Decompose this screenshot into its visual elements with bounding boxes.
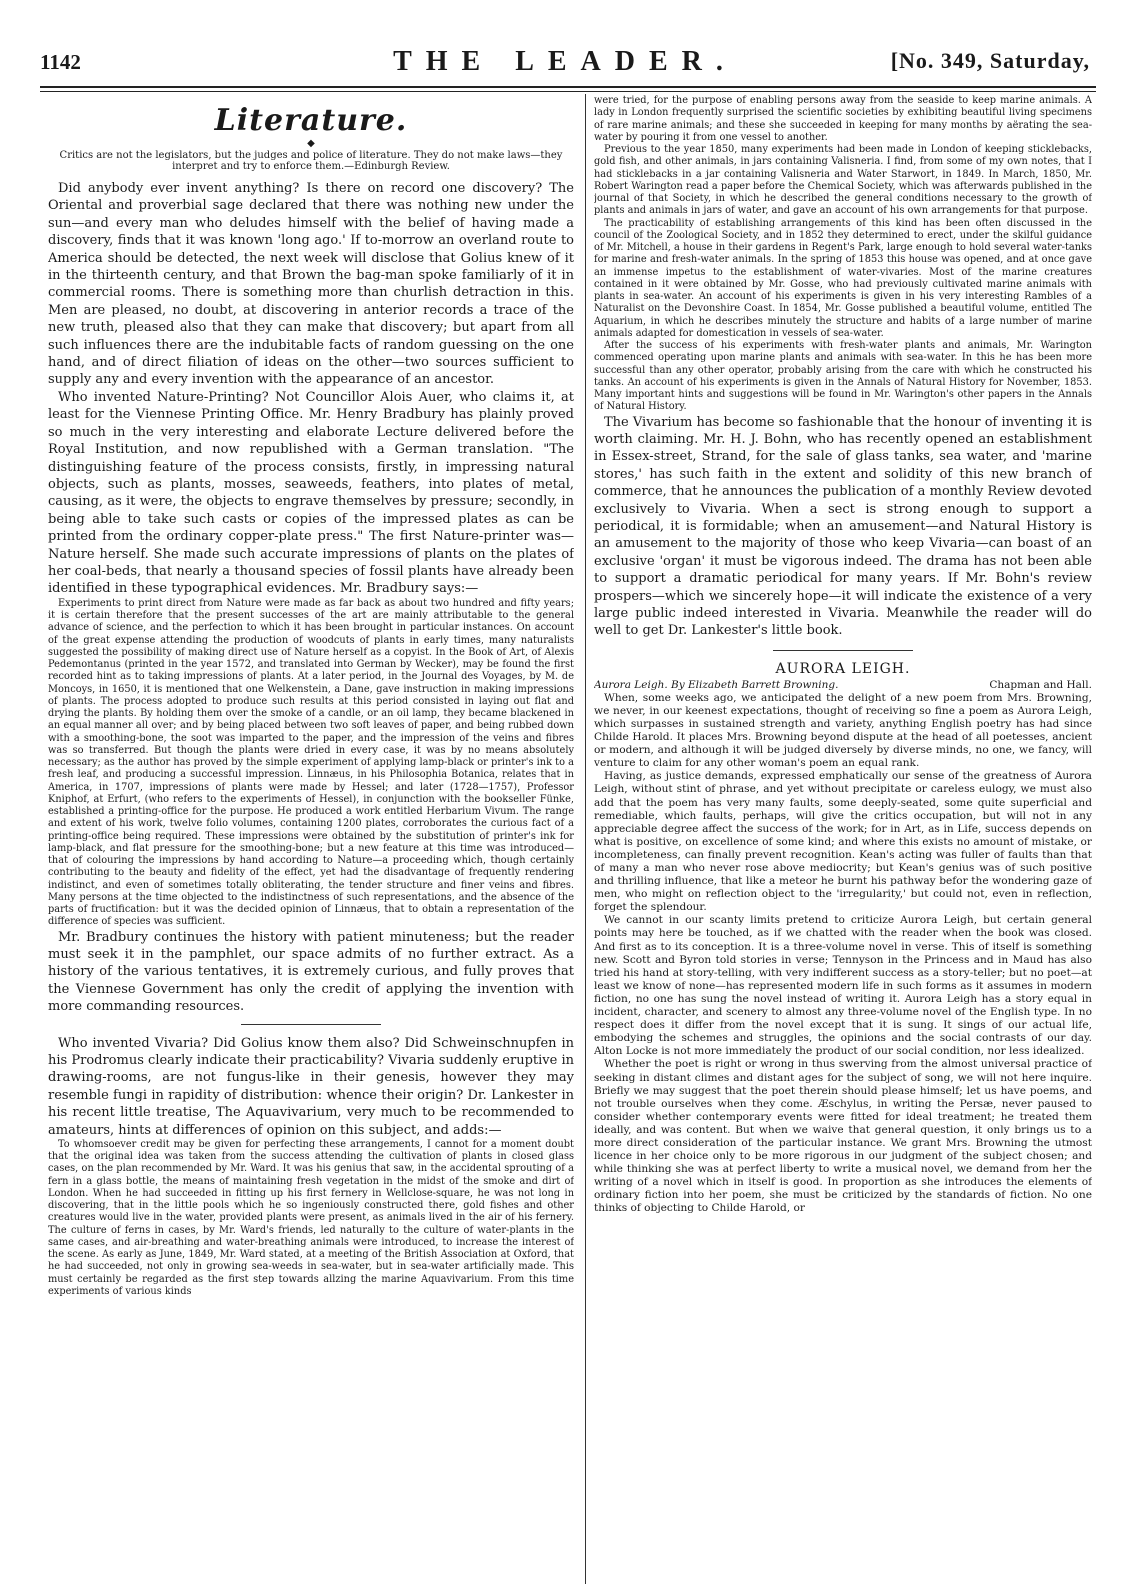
issue-info: [No. 349, Saturday, [890, 48, 1090, 73]
review-citation [594, 679, 1092, 692]
paragraph: Having, as justice demands, expressed emphatically our sense of the greatness of Aurora Leigh, without stint of phrase, and yet without precipitate or careless eulogy, we must also add that the poem has very many faults, some deeply-seated, some quite superficial and remediable, which faults, perhaps, will give the critics occupation, but will not in any appreciable degree affect the success of the work; for in Art, as in Life, success depends on what is positive, on excellence of some kind; and where this exists no amount of mistake, or incompleteness, can finally prevent recognition. Kean's acting was fuller of faults than that of many a man who never rose above mediocrity; but Kean's genius was of such positive and thrilling influence, that like a meteor he burnt his pathway befor the wondering gaze of men, who might on reflection object to the 'irregularity,' but could not, even in reflection, forget the splendour. [594, 770, 1092, 914]
block-quote: After the success of his experiments with fresh-water plants and animals, Mr. Warington commenced operating upon marine plants and animals with sea-water. In this he has been more successful than any other operator, probably arising from the care with which he constructed his tanks. An account of his experiments is given in the Annals of Natural History for November, 1853. Many important hints and suggestions will be found in Mr. Warington's other papers in the Annals of Natural History. [594, 340, 1092, 413]
paragraph: Did anybody ever invent anything? Is there on record one discovery? The Oriental and proverbial sage declared that there was nothing new under the sun—and every man who deludes himself with the belief of having made a discovery, finds that it was known 'long ago.' If to-morrow an overland route to America should be detected, the next week will disclose that Golius knew of it in the thirteenth century, and that Brown the bag-man spoke familiarly of it in commercial rooms. There is something more than churlish detraction in this. Men are pleased, no doubt, at discovering in anterior records a trace of the new truth, pleased also that they can make that discovery; but apart from all such influences there are the indubitable facts of random guessing on the one hand, and of direct filiation of ideas on the other—two sources sufficient to supply any and every invention with the appearance of an ancestor. [48, 181, 574, 388]
section-motto: Critics are not the legislators, but the judges and police of literature. They do not make laws—they interpret and try to enforce them.—Edinburgh Review. [59, 150, 563, 172]
masthead [40, 44, 1090, 78]
block-quote: Previous to the year 1850, many experiments had been made in London of keeping sticklebacks, gold fish, and other animals, in jars containing Valisneria. I find, from some of my own notes, that I had sticklebacks in a jar containing Valisneria and Water Starwort, in 1849. In March, 1850, Mr. Robert Warington read a paper before the Chemical Society, which was afterwards published in the journal of that Society, in which he described the general conditions necessary to the growth of plants and animals in jars of water, and gave an account of his own arrangements for that purpose. [594, 144, 1092, 217]
ornament-icon: ◆ [307, 138, 315, 149]
column-divider [585, 94, 586, 1584]
right-column [594, 95, 1092, 1590]
paragraph: Who invented Vivaria? Did Golius know them also? Did Schweinschnupfen in his Prodromus clearly indicate their practicability? Vivaria suddenly eruptive in drawing-rooms, are not fungus-like in their genesis, however they may resemble fungi in rapidity of distribution: whence their origin? Dr. Lankester in his recent little treatise, The Aquavivarium, very much to be recommended to amateurs, hints at differences of opinion on this subject, and adds:— [48, 1035, 574, 1138]
paragraph: Whether the poet is right or wrong in thus swerving from the almost universal practice of seeking in distant climes and distant ages for the subject of song, we will not here inquire. Briefly we may suggest that the poet therein should please himself; let us have poems, and not trouble ourselves when they come. Æschylus, in writing the Persæ, never paused to consider whether contemporary events were fitted for ideal treatment; he treated them ideally, and was content. But when we waive that general question, it only brings us to a more direct consideration of the particular instance. We grant Mrs. Browning the utmost licence in her choice only to be more rigorous in our judgment of the subject chosen; and while thinking she was at perfect liberty to write a musical novel, we demand from her the writing of a novel which in itself is good. In proportion as she introduces the elements of ordinary fiction into her poem, she must be criticized by the standards of fiction. No one thinks of objecting to Childe Harold, or [594, 1058, 1092, 1215]
citation-publisher: Chapman and Hall. [989, 678, 1092, 691]
separator-rule [241, 1024, 381, 1025]
block-quote: were tried, for the purpose of enabling persons away from the seaside to keep marine animals. A lady in London frequently surprised the scientific societies by exhibiting beautiful living specimens of rare marine animals; and these she succeeded in keeping for many months by aërating the sea-water by pouring it from one vessel to another. [594, 95, 1092, 143]
masthead-rule [40, 86, 1096, 88]
block-quote: To whomsoever credit may be given for perfecting these arrangements, I cannot for a moment doubt that the original idea was taken from the success attending the cultivation of plants in closed glass cases, on the plan recommended by Mr. Ward. It was his genius that saw, in the accidental sprouting of a fern in a glass bottle, the means of maintaining fresh vegetation in the midst of the smoke and dirt of London. When he had succeeded in fitting up his first fernery in Wellclose-square, he was not long in discovering, that in the little pools which he so ingeniously constructed there, gold fishes and other creatures would live in the water, provided plants were present, as animals lived in the air of his fernery. The culture of ferns in cases, by Mr. Ward's friends, led naturally to the culture of water-plants in the same cases, and air-breathing and water-breathing animals were introduced, to increase the interest of the scene. As early as June, 1849, Mr. Ward stated, at a meeting of the British Association at Oxford, that he had succeeded, not only in growing sea-weeds in sea-water, but in sea-water artificially made. This must certainly be regarded as the first step towards allzing the marine Aquavivarium. From this time experiments of various kinds [48, 1138, 574, 1297]
section-heading: Literature. [214, 103, 408, 138]
block-quote: Experiments to print direct from Nature were made as far back as about two hundred and fifty years; it is certain therefore that the present successes of the art are mainly attributable to the general advance of science, and the perfection to which it has been brought in particular instances. On account of the great expense attending the production of woodcuts of plants in early times, many naturalists suggested the possibility of making direct use of Nature herself as a copyist. In the Book of Art, of Alexis Pedemontanus (printed in the year 1572, and translated into German by Wecker), may be found the first recorded hint as to taking impressions of plants. At a later period, in the Journal des Voyages, by M. de Moncoys, in 1650, it is mentioned that one Welkenstein, a Dane, gave instruction in making impressions of plants. The process adopted to produce such results at this period consisted in laying out flat and drying the plants. By holding them over the smoke of a candle, or an oil lamp, they became blackened in an equal manner all over; and by being placed between two soft leaves of paper, and being rubbed down with a smoothing-bone, the soot was imparted to the paper, and the impression of the veins and fibres was so transferred. But though the plants were dried in every case, it was by no means absolutely necessary; as the author has proved by the simple experiment of applying lamp-black or printer's ink to a fresh leaf, and producing a successful impression. Linnæus, in his Philosophia Botanica, relates that in America, in 1707, impressions of plants were made by Hessel; and later (1728—1757), Professor Kniphof, at Erfurt, (who refers to the experiments of Hessel), in conjunction with the bookseller Fünke, established a printing-office for the purpose. He produced a work entitled Herbarium Vivum. The range and extent of his work, twelve folio volumes, containing 1200 plates, corroborates the curious fact of a printing-office being required. These impressions were obtained by the substitution of printer's ink for lamp-black, and flat pressure for the smoothing-bone; but a new feature at this time was introduced—that of colouring the impressions by hand according to Nature—a proceeding which, though certainly contributing to the beauty and fidelity of the effect, yet had the disadvantage of frequently rendering indistinct, and even of sometimes totally obliterating, the tender structure and finer veins and fibres. Many persons at the time objected to the indistinctness of such representations, and the absence of the parts of fructification: but it was the decided opinion of Linnæus, that to obtain a representation of the difference of species was sufficient. [48, 597, 574, 928]
separator-rule [773, 650, 913, 651]
newspaper-title: THE LEADER. [393, 46, 737, 77]
page-number: 1142 [40, 50, 81, 74]
left-column [48, 95, 574, 1590]
paragraph: When, some weeks ago, we anticipated the delight of a new poem from Mrs. Browning, we never, in our keenest expectations, thought of receiving so fine a poem as Aurora Leigh, which surpasses in sustained strength and variety, anything English poetry has had since Childe Harold. It places Mrs. Browning beyond dispute at the head of all poetesses, ancient or modern, and although it will be judged diversely by diverse minds, no one, we fancy, will venture to claim for any other woman's poem an equal rank. [594, 691, 1092, 770]
block-quote: The practicability of establishing arrangements of this kind has been often discussed in the council of the Zoological Society, and in 1852 they determined to erect, under the skilful guidance of Mr. Mitchell, a house in their gardens in Regent's Park, large enough to hold several water-tanks for marine and fresh-water animals. In the spring of 1853 this house was opened, and at once gave an immense impetus to the establishment of water-vivaries. Most of the marine creatures contained in it were obtained by Mr. Gosse, who had previously cultivated marine animals with plants in sea-water. An account of his experiments is given in his very interesting Rambles of a Naturalist on the Devonshire Coast. In 1854, Mr. Gosse published a beautiful volume, entitled The Aquarium, in which he describes minutely the structure and habits of a large number of marine animals adapted for domestication in vessels of sea-water. [594, 217, 1092, 339]
paragraph: Who invented Nature-Printing? Not Councillor Alois Auer, who claims it, at least for the Viennese Printing Office. Mr. Henry Bradbury has plainly proved so much in the very interesting and elaborate Lecture delivered before the Royal Institution, and now republished with a German translation. "The distinguishing feature of the process consists, firstly, in impressing natural objects, such as plants, mosses, seaweeds, feathers, into plates of metal, causing, as it were, the objects to engrave themselves by pressure; secondly, in being able to take such casts or copies of the impressed plates as can be printed from the ordinary copper-plate press." The first Nature-printer was—Nature herself. She made such accurate impressions of plants on the plates of her coal-beds, that nearly a thousand species of fossil plants have already been identified in these typographical evidences. Mr. Bradbury says:— [48, 389, 574, 597]
paragraph: The Vivarium has become so fashionable that the honour of inventing it is worth claiming. Mr. H. J. Bohn, who has recently opened an establishment in Essex-street, Strand, for the sale of glass tanks, sea water, and 'marine stores,' has such faith in the extent and solidity of this new branch of commerce, that he announces the publication of a monthly Review devoted exclusively to Vivaria. When a sect is strong enough to support a periodical, it is formidable; when an amusement—and Natural History is an amusement to the majority of those who keep Vivaria—can boast of an exclusive 'organ' it must be vigorous indeed. The drama has not been able to support a dramatic periodical for many years. If Mr. Bohn's review prospers—which we sincerely hope—it will indicate the existence of a very large public indeed interested in Vivaria. Meanwhile the reader will do well to get Dr. Lankester's little book. [594, 414, 1092, 639]
citation-title: Aurora Leigh. By Elizabeth Barrett Browning. [594, 678, 839, 691]
masthead-rule-thin [40, 91, 1096, 92]
paragraph: We cannot in our scanty limits pretend to criticize Aurora Leigh, but certain general points may here be touched, as if we chatted with the reader when the book was closed. And first as to its conception. It is a three-volume novel in verse. This of itself is something new. Scott and Byron told stories in verse; Tennyson in the Princess and in Maud has also tried his hand at story-telling, with very indifferent success as a story-teller; but no poet—at least we know of none—has represented modern life in such forms as it assumes in modern fiction, no one has sung the novel instead of writing it. Aurora Leigh has a story equal in incident, character, and scenery to almost any three-volume novel of the English type. In no respect does it differ from the novel except that it is sung. It sings of our actual life, embodying the schemes and struggles, the opinions and the social contrasts of our day. Alton Locke is not more immediately the product of our social condition, nor less idealized. [594, 914, 1092, 1058]
review-title: AURORA LEIGH. [775, 660, 911, 677]
paragraph: Mr. Bradbury continues the history with patient minuteness; but the reader must seek it in the pamphlet, our space admits of no further extract. As a history of the various tentatives, it is extremely curious, and fully proves that the Viennese Government has only the credit of applying the invention with more commanding resources. [48, 929, 574, 1015]
